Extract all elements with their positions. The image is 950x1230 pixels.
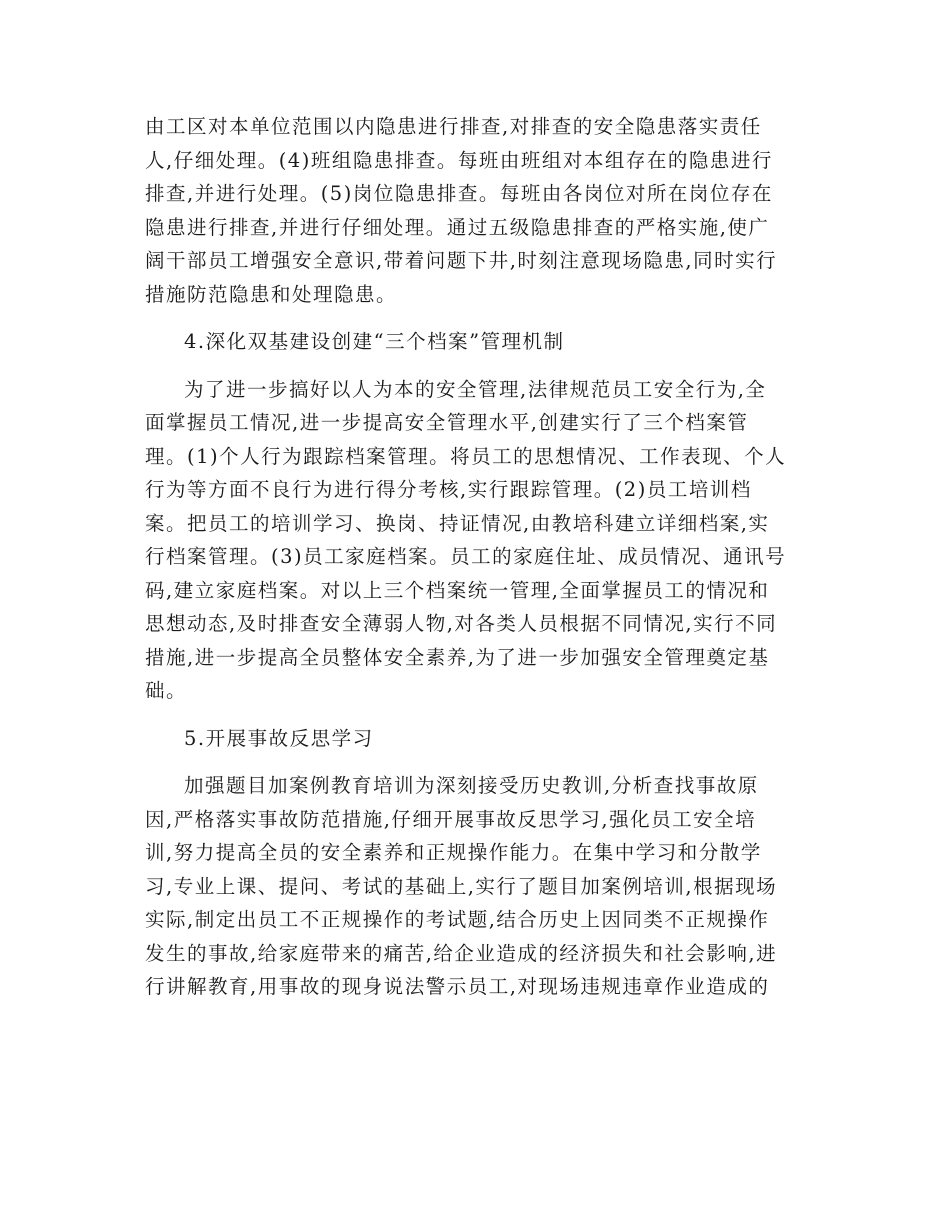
text-line: 因,严格落实事故防范措施,仔细开展事故反思学习,强化员工安全培 — [145, 807, 757, 831]
text-line: 训,努力提高全员的安全素养和正规操作能力。在集中学习和分散学 — [145, 841, 762, 864]
text-line: 阔干部员工增强安全意识,带着问题下井,时刻注意现场隐患,同时实行 — [145, 249, 778, 272]
text-line: 行为等方面不良行为进行得分考核,实行跟踪管理。(2)员工培训档 — [145, 478, 752, 501]
text-line: 行讲解教育,用事故的现身说法警示员工,对现场违规违章作业造成的 — [145, 975, 770, 998]
text-line: 理。(1)个人行为跟踪档案管理。将员工的思想情况、工作表现、个人 — [145, 444, 787, 468]
section-heading-5: 5.开展事故反思学习 — [184, 726, 374, 750]
section-heading-4: 4.深化双基建设创建“三个档案”管理机制 — [184, 330, 565, 353]
text-line: 由工区对本单位范围以内隐患进行排查,对排查的安全隐患落实责任 — [145, 115, 762, 138]
text-line: 为了进一步搞好以人为本的安全管理,法律规范员工安全行为,全 — [184, 377, 767, 401]
paragraph-accident-reflection — [145, 769, 805, 1004]
text-line: 加强题目加案例教育培训为深刻接受历史教训,分析查找事故原 — [184, 774, 759, 797]
paragraph-hazard-inspection — [145, 110, 805, 311]
text-line: 排查,并进行处理。(5)岗位隐患排查。每班由各岗位对所在岗位存在 — [145, 182, 773, 205]
text-line: 习,专业上课、提问、考试的基础上,实行了题目加案例培训,根据现场 — [145, 874, 778, 898]
text-line: 思想动态,及时排查安全薄弱人物,对各类人员根据不同情况,实行不同 — [145, 612, 778, 635]
text-line: 措施,进一步提高全员整体安全素养,为了进一步加强安全管理奠定基 — [145, 645, 770, 669]
text-line: 础。 — [145, 679, 188, 702]
text-line: 码,建立家庭档案。对以上三个档案统一管理,全面掌握员工的情况和 — [145, 578, 770, 602]
paragraph-three-archives — [145, 373, 805, 708]
text-line: 隐患进行排查,并进行仔细处理。通过五级隐患排查的严格实施,使广 — [145, 215, 770, 239]
text-line: 措施防范隐患和处理隐患。 — [145, 282, 398, 306]
text-line: 实际,制定出员工不正规操作的考试题,结合历史上因同类不正规操作 — [145, 908, 770, 931]
text-line: 行档案管理。(3)员工家庭档案。员工的家庭住址、成员情况、通讯号 — [145, 545, 787, 568]
text-line: 面掌握员工情况,进一步提高安全管理水平,创建实行了三个档案管 — [145, 411, 749, 434]
text-line: 发生的事故,给家庭带来的痛苦,给企业造成的经济损失和社会影响,进 — [145, 941, 778, 965]
text-line: 人,仔细处理。(4)班组隐患排查。每班由班组对本组存在的隐患进行 — [145, 148, 773, 172]
text-line: 案。把员工的培训学习、换岗、持证情况,由教培科建立详细档案,实 — [145, 511, 770, 535]
document-body — [145, 110, 805, 1018]
